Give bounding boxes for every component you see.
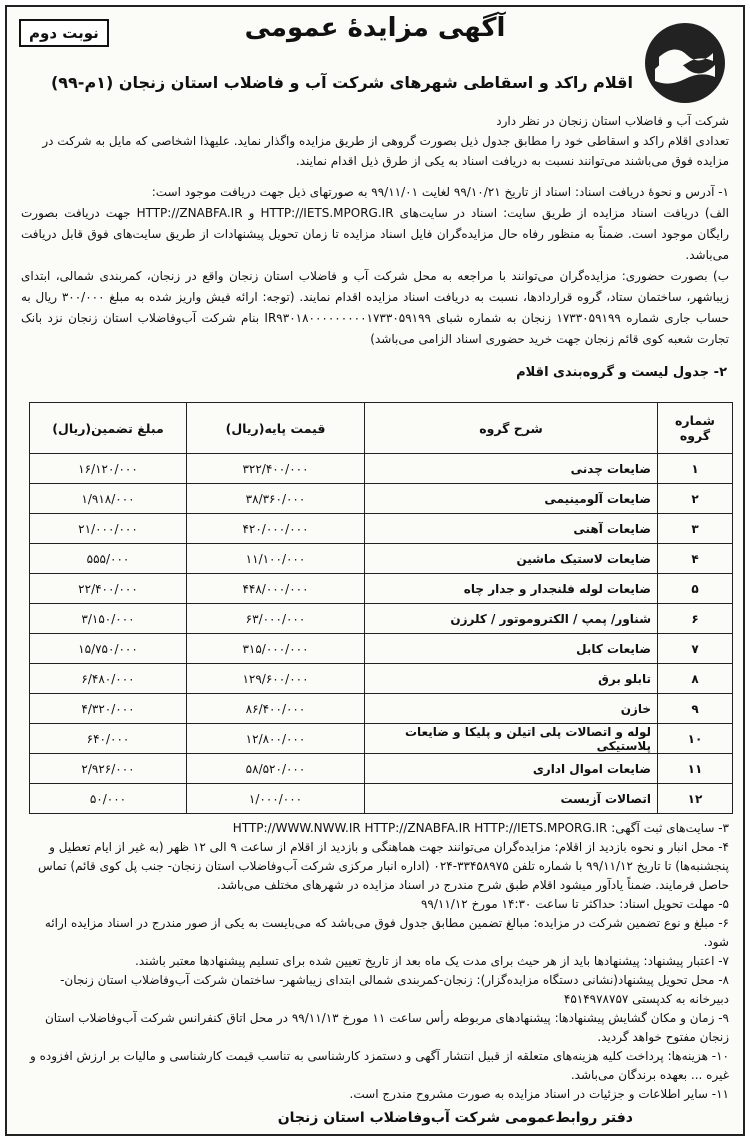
table-row [30, 634, 733, 664]
condition-item: ۱۱- سایر اطلاعات و جزئیات در اسناد مزایده به صورت مشروح مندرج است. [349, 1087, 729, 1101]
section-1 [21, 182, 729, 350]
table-row [30, 664, 733, 694]
cell-num: ۲ [658, 484, 733, 514]
table-row [30, 754, 733, 784]
condition-item: ۳- سایت‌های ثبت آگهی: HTTP://WWW.NWW.IR HTTP://ZNABFA.IR HTTP://IETS.MPORG.IR [232, 821, 729, 835]
table-row [30, 544, 733, 574]
cell-num: ۱۰ [658, 724, 733, 754]
cell-guarantee: ۲/۹۲۶/۰۰۰ [30, 754, 187, 784]
table-row [30, 454, 733, 484]
table-header-row [30, 403, 733, 454]
condition-item: ۴- محل انبار و نحوه بازدید از اقلام: مزایده‌گران می‌توانند جهت هماهنگی و بازدید از اقلام از ساعت ۹ الی ۱۲ ظهر (به غیر از ایام تعطیل و پنجشنبه‌ها) تا تاریخ ۹۹/۱۱/۱۲ با شماره تلفن ۳۳۴۵۸۹۷۵-۰۲۴ (اداره انبار مرکزی شرکت آب‌وفاضلاب استان زنجان- جنب پل کوی قائم) تماس حاصل فرمایند. ضمناً یادآور میشود اقلام طبق شرح مندرج در اسناد مزایده در شهرهای مختلف می‌باشد. [37, 840, 729, 892]
cell-num: ۱ [658, 454, 733, 484]
cell-guarantee: ۱/۹۱۸/۰۰۰ [30, 484, 187, 514]
cell-guarantee: ۱۵/۷۵۰/۰۰۰ [30, 634, 187, 664]
cell-num: ۴ [658, 544, 733, 574]
cell-price: ۳۲۲/۴۰۰/۰۰۰ [187, 454, 365, 484]
table-row [30, 604, 733, 634]
page-title: آگهی مزایدۀ عمومی [244, 13, 506, 43]
condition-item: ۷- اعتبار پیشنهاد: پیشنهادها باید از هر حیث برای مدت یک ماه بعد از تاریخ تعیین شده برای تسلیم پیشنهادها معتبر باشند. [135, 954, 729, 968]
cell-num: ۶ [658, 604, 733, 634]
table-row [30, 514, 733, 544]
table-row [30, 574, 733, 604]
cell-desc: خازن [365, 694, 658, 724]
cell-guarantee: ۲۲/۴۰۰/۰۰۰ [30, 574, 187, 604]
cell-price: ۳۱۵/۰۰۰/۰۰۰ [187, 634, 365, 664]
table-row [30, 784, 733, 814]
cell-price: ۱۲/۸۰۰/۰۰۰ [187, 724, 365, 754]
cell-price: ۴۴۸/۰۰۰/۰۰۰ [187, 574, 365, 604]
cell-desc: ضایعات لوله فلنجدار و جدار چاه [365, 574, 658, 604]
cell-guarantee: ۱۶/۱۲۰/۰۰۰ [30, 454, 187, 484]
section-1-inperson: ب) بصورت حضوری: مزایده‌گران می‌توانند با مراجعه به محل شرکت آب و فاضلاب استان زنجان واقع در زنجان، کمربندی شمالی، ابتدای زیباشهر، ساختمان ستاد، گروه قراردادها، نسبت به دریافت اسناد مزایده اقدام نمایند. (توجه: ارائه فیش واریز شده به مبلغ ۳۰۰/۰۰۰ ریال به حساب جاری شماره ۱۷۳۳۰۵۹۱۹۹ زنجان به شماره شبای IR۹۳۰۱۸۰۰۰۰۰۰۰۰۰۱۷۳۳۰۵۹۱۹۹ بنام شرکت آب‌وفاضلاب استان زنجان نزد بانک تجارت شعبه کوی قائم زنجان جهت خرید حضوری اسناد الزامی می‌باشد) [21, 269, 729, 346]
cell-desc: اتصالات آزبست [365, 784, 658, 814]
cell-price: ۴۲۰/۰۰۰/۰۰۰ [187, 514, 365, 544]
cell-desc: شناور/ پمپ / الکتروموتور / کلرزن [365, 604, 658, 634]
cell-desc: ضایعات آهنی [365, 514, 658, 544]
condition-item: ۸- محل تحویل پیشنهاد(نشانی دستگاه مزایده‌گزار): زنجان-کمربندی شمالی ابتدای زیباشهر- ساختمان شرکت آب‌وفاضلاب استان زنجان- دبیرخانه به کدپستی ۴۵۱۴۹۷۸۷۵۷ [60, 973, 729, 1006]
cell-desc: ضایعات اموال اداری [365, 754, 658, 784]
header-guarantee: مبلغ تضمین(ریال) [30, 403, 187, 454]
cell-price: ۵۸/۵۲۰/۰۰۰ [187, 754, 365, 784]
edition-badge: نوبت دوم [19, 19, 109, 47]
intro-line: شرکت آب و فاضلاب استان زنجان در نظر دارد [496, 114, 729, 128]
table-row [30, 724, 733, 754]
page-subtitle: اقلام راکد و اسقاطی شهرهای شرکت آب و فاضلاب استان زنجان (۱م-۹۹) [50, 73, 633, 92]
cell-guarantee: ۶/۴۸۰/۰۰۰ [30, 664, 187, 694]
footer-signature: دفتر روابط‌عمومی شرکت آب‌وفاضلاب استان زنجان [277, 1110, 633, 1126]
cell-guarantee: ۵۰/۰۰۰ [30, 784, 187, 814]
cell-price: ۶۳/۰۰۰/۰۰۰ [187, 604, 365, 634]
items-table [29, 402, 733, 814]
cell-guarantee: ۶۴۰/۰۰۰ [30, 724, 187, 754]
company-logo-icon [641, 19, 729, 107]
condition-item: ۱۰- هزینه‌ها: پرداخت کلیه هزینه‌های متعلقه از قبیل انتشار آگهی و دستمزد کارشناسی به تناسب قیمت کارشناسی و مالیات بر ارزش افزوده و غیره ... بعهده برندگان می‌باشد. [29, 1049, 729, 1082]
cell-guarantee: ۵۵۵/۰۰۰ [30, 544, 187, 574]
cell-num: ۳ [658, 514, 733, 544]
conditions-list [21, 819, 729, 1104]
cell-guarantee: ۲۱/۰۰۰/۰۰۰ [30, 514, 187, 544]
cell-desc: تابلو برق [365, 664, 658, 694]
cell-num: ۵ [658, 574, 733, 604]
cell-desc: ضایعات آلومینیمی [365, 484, 658, 514]
section-2-title: ۲- جدول لیست و گروه‌بندی اقلام [516, 365, 727, 380]
cell-desc: لوله و اتصالات پلی اتیلن و پلیکا و ضایعات پلاستیکی [365, 724, 658, 754]
notice-page [5, 5, 745, 1136]
cell-desc: ضایعات کابل [365, 634, 658, 664]
condition-item: ۵- مهلت تحویل اسناد: حداکثر تا ساعت ۱۴:۳۰ مورخ ۹۹/۱۱/۱۲ [420, 897, 729, 911]
cell-num: ۸ [658, 664, 733, 694]
section-1-heading: ۱- آدرس و نحوۀ دریافت اسناد: اسناد از تاریخ ۹۹/۱۰/۲۱ لغایت ۹۹/۱۱/۰۱ به صورتهای ذیل جهت دریافت موجود است: [151, 185, 729, 199]
section-1-online: الف) دریافت اسناد مزایده از طریق سایت: اسناد در سایت‌های HTTP://IETS.MPORG.IR و HTTP://ZNABFA.IR جهت دریافت بصورت رایگان موجود است. ضمناً به منظور رفاه حال مزایده‌گران فایل اسناد مزایده تا زمان تحویل پیشنهادات از طریق سایت‌های فوق قابل دریافت می‌باشد. [21, 206, 729, 262]
cell-guarantee: ۴/۳۲۰/۰۰۰ [30, 694, 187, 724]
cell-price: ۸۶/۴۰۰/۰۰۰ [187, 694, 365, 724]
cell-num: ۹ [658, 694, 733, 724]
intro-line: تعدادی اقلام راکد و اسقاطی خود را مطابق جدول ذیل بصورت گروهی از طریق مزایده واگذار نماید. علیهذا اشخاصی که مایل به شرکت در مزایده فوق می‌باشند می‌توانند نسبت به دریافت اسناد به یکی از طرق ذیل اقدام نمایند. [42, 134, 729, 168]
cell-price: ۱۱/۱۰۰/۰۰۰ [187, 544, 365, 574]
cell-price: ۳۸/۳۶۰/۰۰۰ [187, 484, 365, 514]
header-price: قیمت پایه(ریال) [187, 403, 365, 454]
cell-num: ۱۱ [658, 754, 733, 784]
cell-num: ۷ [658, 634, 733, 664]
condition-item: ۶- مبلغ و نوع تضمین شرکت در مزایده: مبالغ تضمین مطابق جدول فوق می‌باشد که می‌بایست به یکی از صور مندرج در اسناد مزایده ارائه شود. [44, 916, 729, 949]
cell-guarantee: ۳/۱۵۰/۰۰۰ [30, 604, 187, 634]
cell-num: ۱۲ [658, 784, 733, 814]
intro-text [21, 111, 729, 171]
cell-desc: ضایعات لاستیک ماشین [365, 544, 658, 574]
table-row [30, 484, 733, 514]
header-desc: شرح گروه [365, 403, 658, 454]
condition-item: ۹- زمان و مکان گشایش پیشنهادها: پیشنهادهای مربوطه رأس ساعت ۱۱ مورخ ۹۹/۱۱/۱۳ در محل اتاق کنفرانس شرکت آب‌وفاضلاب استان زنجان مفتوح خواهد گردید. [44, 1011, 729, 1044]
header-num: شماره گروه [658, 403, 733, 454]
table-row [30, 694, 733, 724]
cell-price: ۱۲۹/۶۰۰/۰۰۰ [187, 664, 365, 694]
cell-price: ۱/۰۰۰/۰۰۰ [187, 784, 365, 814]
cell-desc: ضایعات چدنی [365, 454, 658, 484]
